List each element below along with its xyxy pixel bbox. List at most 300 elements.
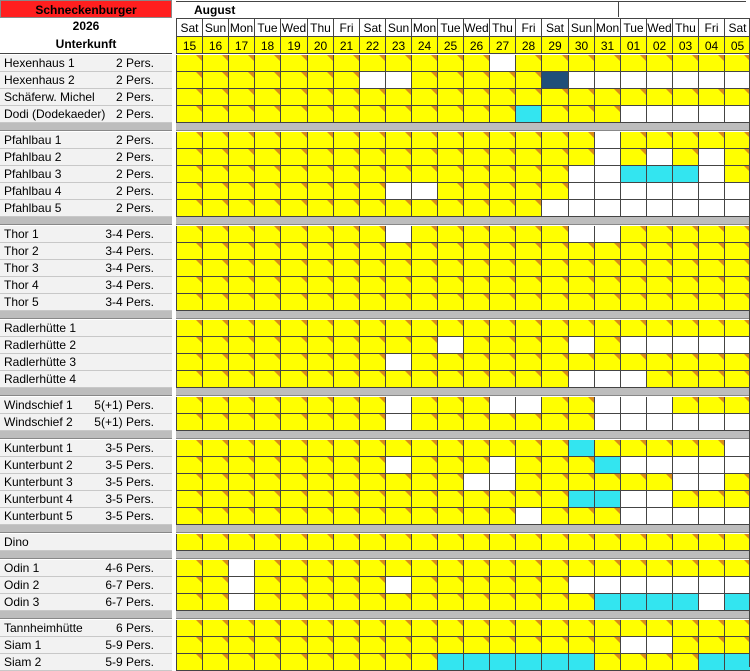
booking-cell-free[interactable] <box>646 397 672 414</box>
booking-cell-occupied[interactable] <box>541 594 568 611</box>
booking-cell-free[interactable] <box>594 132 620 149</box>
accommodation-row-label[interactable] <box>0 440 172 457</box>
accommodation-row-label[interactable] <box>0 414 172 431</box>
booking-cell-free[interactable] <box>672 106 698 123</box>
booking-cell-occupied[interactable] <box>489 72 515 89</box>
booking-cell-free[interactable] <box>672 200 698 217</box>
booking-cell-occupied[interactable] <box>307 337 333 354</box>
booking-cell-occupied[interactable] <box>594 474 620 491</box>
booking-cell-occupied[interactable] <box>646 132 672 149</box>
booking-cell-occupied[interactable] <box>202 654 228 671</box>
booking-cell-occupied[interactable] <box>254 294 280 311</box>
booking-cell-occupied[interactable] <box>568 620 594 637</box>
booking-cell-free[interactable] <box>568 183 594 200</box>
booking-cell-occupied[interactable] <box>541 457 568 474</box>
booking-cell-occupied[interactable] <box>515 260 541 277</box>
booking-cell-occupied[interactable] <box>280 414 307 431</box>
accommodation-row-label[interactable] <box>0 354 172 371</box>
accommodation-row-label[interactable] <box>0 560 172 577</box>
booking-cell-occupied[interactable] <box>202 294 228 311</box>
booking-cell-occupied[interactable] <box>280 354 307 371</box>
booking-cell-occupied[interactable] <box>541 89 568 106</box>
booking-cell-occupied[interactable] <box>176 320 202 337</box>
booking-cell-occupied[interactable] <box>307 620 333 637</box>
booking-cell-occupied[interactable] <box>672 637 698 654</box>
booking-cell-occupied[interactable] <box>646 534 672 551</box>
booking-cell-occupied[interactable] <box>437 277 463 294</box>
booking-cell-occupied[interactable] <box>698 243 724 260</box>
booking-cell-occupied[interactable] <box>254 226 280 243</box>
booking-cell-free[interactable] <box>385 183 411 200</box>
booking-cell-occupied[interactable] <box>724 260 750 277</box>
booking-cell-occupied[interactable] <box>463 294 489 311</box>
booking-cell-occupied[interactable] <box>411 637 437 654</box>
booking-cell-occupied[interactable] <box>411 414 437 431</box>
booking-cell-occupied[interactable] <box>437 354 463 371</box>
booking-cell-free[interactable] <box>463 474 489 491</box>
booking-cell-occupied[interactable] <box>489 440 515 457</box>
booking-cell-occupied[interactable] <box>359 200 385 217</box>
booking-cell-occupied[interactable] <box>541 106 568 123</box>
booking-cell-occupied[interactable] <box>489 149 515 166</box>
booking-cell-arrival[interactable] <box>724 594 750 611</box>
booking-cell-occupied[interactable] <box>307 294 333 311</box>
booking-cell-occupied[interactable] <box>463 149 489 166</box>
accommodation-row-label[interactable] <box>0 166 172 183</box>
booking-cell-occupied[interactable] <box>724 149 750 166</box>
booking-cell-occupied[interactable] <box>307 200 333 217</box>
booking-cell-occupied[interactable] <box>437 294 463 311</box>
booking-cell-occupied[interactable] <box>646 243 672 260</box>
booking-cell-occupied[interactable] <box>437 620 463 637</box>
booking-cell-occupied[interactable] <box>411 371 437 388</box>
booking-cell-free[interactable] <box>385 226 411 243</box>
booking-cell-free[interactable] <box>646 149 672 166</box>
booking-cell-occupied[interactable] <box>176 132 202 149</box>
booking-cell-free[interactable] <box>489 457 515 474</box>
booking-cell-occupied[interactable] <box>385 594 411 611</box>
booking-cell-occupied[interactable] <box>359 620 385 637</box>
booking-cell-occupied[interactable] <box>228 397 254 414</box>
booking-cell-occupied[interactable] <box>541 440 568 457</box>
booking-cell-occupied[interactable] <box>463 200 489 217</box>
booking-cell-free[interactable] <box>228 560 254 577</box>
booking-cell-free[interactable] <box>594 183 620 200</box>
booking-cell-occupied[interactable] <box>541 260 568 277</box>
booking-cell-occupied[interactable] <box>254 397 280 414</box>
booking-cell-occupied[interactable] <box>254 457 280 474</box>
booking-cell-occupied[interactable] <box>568 508 594 525</box>
booking-cell-occupied[interactable] <box>437 89 463 106</box>
booking-cell-occupied[interactable] <box>176 577 202 594</box>
booking-cell-free[interactable] <box>724 508 750 525</box>
booking-cell-occupied[interactable] <box>489 294 515 311</box>
booking-cell-occupied[interactable] <box>437 320 463 337</box>
booking-cell-occupied[interactable] <box>333 637 359 654</box>
booking-cell-occupied[interactable] <box>307 226 333 243</box>
booking-cell-occupied[interactable] <box>541 577 568 594</box>
booking-cell-occupied[interactable] <box>437 149 463 166</box>
booking-cell-free[interactable] <box>594 200 620 217</box>
booking-cell-occupied[interactable] <box>437 594 463 611</box>
booking-cell-occupied[interactable] <box>594 620 620 637</box>
booking-cell-occupied[interactable] <box>307 534 333 551</box>
booking-cell-free[interactable] <box>672 457 698 474</box>
booking-cell-free[interactable] <box>698 106 724 123</box>
booking-cell-occupied[interactable] <box>176 457 202 474</box>
booking-cell-free[interactable] <box>724 457 750 474</box>
booking-cell-occupied[interactable] <box>463 440 489 457</box>
booking-cell-occupied[interactable] <box>724 89 750 106</box>
booking-cell-occupied[interactable] <box>228 294 254 311</box>
booking-cell-occupied[interactable] <box>515 637 541 654</box>
booking-cell-occupied[interactable] <box>411 534 437 551</box>
booking-cell-occupied[interactable] <box>333 577 359 594</box>
booking-cell-occupied[interactable] <box>333 294 359 311</box>
booking-cell-occupied[interactable] <box>489 89 515 106</box>
booking-cell-occupied[interactable] <box>515 200 541 217</box>
booking-cell-occupied[interactable] <box>385 320 411 337</box>
booking-cell-occupied[interactable] <box>594 534 620 551</box>
booking-cell-occupied[interactable] <box>463 132 489 149</box>
booking-cell-occupied[interactable] <box>698 294 724 311</box>
booking-cell-occupied[interactable] <box>594 337 620 354</box>
booking-cell-occupied[interactable] <box>333 560 359 577</box>
booking-cell-occupied[interactable] <box>672 226 698 243</box>
booking-cell-occupied[interactable] <box>228 371 254 388</box>
booking-cell-occupied[interactable] <box>254 577 280 594</box>
booking-cell-occupied[interactable] <box>202 371 228 388</box>
booking-cell-occupied[interactable] <box>724 320 750 337</box>
booking-cell-free[interactable] <box>594 577 620 594</box>
booking-cell-occupied[interactable] <box>176 371 202 388</box>
booking-cell-arrival[interactable] <box>515 654 541 671</box>
booking-cell-arrival[interactable] <box>594 457 620 474</box>
booking-cell-occupied[interactable] <box>463 183 489 200</box>
booking-cell-occupied[interactable] <box>620 534 646 551</box>
booking-cell-free[interactable] <box>385 354 411 371</box>
booking-cell-free[interactable] <box>646 200 672 217</box>
booking-cell-occupied[interactable] <box>463 637 489 654</box>
booking-cell-occupied[interactable] <box>176 337 202 354</box>
booking-cell-occupied[interactable] <box>307 183 333 200</box>
booking-cell-occupied[interactable] <box>280 89 307 106</box>
booking-cell-occupied[interactable] <box>333 457 359 474</box>
booking-cell-occupied[interactable] <box>280 474 307 491</box>
booking-cell-occupied[interactable] <box>620 560 646 577</box>
booking-cell-occupied[interactable] <box>359 457 385 474</box>
booking-cell-free[interactable] <box>698 337 724 354</box>
booking-cell-occupied[interactable] <box>437 166 463 183</box>
booking-cell-free[interactable] <box>646 508 672 525</box>
booking-cell-occupied[interactable] <box>176 534 202 551</box>
booking-cell-occupied[interactable] <box>385 371 411 388</box>
booking-cell-occupied[interactable] <box>359 508 385 525</box>
booking-cell-free[interactable] <box>620 183 646 200</box>
booking-cell-free[interactable] <box>411 183 437 200</box>
accommodation-row-label[interactable] <box>0 397 172 414</box>
booking-cell-free[interactable] <box>646 337 672 354</box>
booking-cell-occupied[interactable] <box>176 620 202 637</box>
booking-cell-occupied[interactable] <box>515 620 541 637</box>
booking-cell-occupied[interactable] <box>307 166 333 183</box>
booking-cell-occupied[interactable] <box>385 55 411 72</box>
booking-cell-occupied[interactable] <box>698 491 724 508</box>
booking-cell-occupied[interactable] <box>541 320 568 337</box>
booking-cell-occupied[interactable] <box>202 132 228 149</box>
booking-cell-occupied[interactable] <box>254 183 280 200</box>
booking-cell-occupied[interactable] <box>359 337 385 354</box>
booking-cell-arrival[interactable] <box>672 166 698 183</box>
booking-cell-occupied[interactable] <box>228 440 254 457</box>
booking-cell-occupied[interactable] <box>280 132 307 149</box>
booking-cell-occupied[interactable] <box>280 620 307 637</box>
booking-cell-occupied[interactable] <box>359 277 385 294</box>
booking-cell-occupied[interactable] <box>489 577 515 594</box>
booking-cell-occupied[interactable] <box>359 440 385 457</box>
booking-cell-occupied[interactable] <box>333 226 359 243</box>
booking-cell-occupied[interactable] <box>489 594 515 611</box>
booking-cell-occupied[interactable] <box>280 166 307 183</box>
booking-cell-occupied[interactable] <box>724 354 750 371</box>
booking-cell-occupied[interactable] <box>333 243 359 260</box>
booking-cell-free[interactable] <box>698 414 724 431</box>
booking-cell-occupied[interactable] <box>359 243 385 260</box>
booking-cell-occupied[interactable] <box>202 414 228 431</box>
booking-cell-occupied[interactable] <box>254 200 280 217</box>
booking-cell-occupied[interactable] <box>280 560 307 577</box>
booking-cell-occupied[interactable] <box>385 243 411 260</box>
booking-cell-occupied[interactable] <box>489 560 515 577</box>
booking-cell-occupied[interactable] <box>411 106 437 123</box>
booking-cell-occupied[interactable] <box>385 277 411 294</box>
booking-cell-occupied[interactable] <box>541 414 568 431</box>
booking-cell-occupied[interactable] <box>463 243 489 260</box>
booking-cell-free[interactable] <box>568 166 594 183</box>
booking-cell-free[interactable] <box>228 594 254 611</box>
booking-cell-occupied[interactable] <box>646 354 672 371</box>
booking-cell-occupied[interactable] <box>724 55 750 72</box>
booking-cell-free[interactable] <box>698 200 724 217</box>
booking-cell-occupied[interactable] <box>489 200 515 217</box>
booking-cell-occupied[interactable] <box>359 560 385 577</box>
booking-cell-free[interactable] <box>620 508 646 525</box>
booking-cell-occupied[interactable] <box>568 294 594 311</box>
booking-cell-occupied[interactable] <box>333 200 359 217</box>
booking-cell-free[interactable] <box>568 337 594 354</box>
booking-cell-free[interactable] <box>594 72 620 89</box>
booking-cell-occupied[interactable] <box>594 508 620 525</box>
booking-cell-occupied[interactable] <box>202 440 228 457</box>
booking-cell-free[interactable] <box>385 397 411 414</box>
booking-cell-occupied[interactable] <box>489 183 515 200</box>
booking-cell-free[interactable] <box>646 414 672 431</box>
booking-cell-occupied[interactable] <box>463 106 489 123</box>
booking-cell-occupied[interactable] <box>672 132 698 149</box>
booking-cell-free[interactable] <box>489 474 515 491</box>
booking-cell-occupied[interactable] <box>228 183 254 200</box>
booking-cell-occupied[interactable] <box>437 226 463 243</box>
booking-cell-occupied[interactable] <box>437 183 463 200</box>
booking-cell-occupied[interactable] <box>594 277 620 294</box>
booking-cell-occupied[interactable] <box>333 474 359 491</box>
booking-cell-occupied[interactable] <box>307 440 333 457</box>
booking-cell-occupied[interactable] <box>515 577 541 594</box>
booking-cell-occupied[interactable] <box>228 474 254 491</box>
booking-cell-occupied[interactable] <box>333 149 359 166</box>
booking-cell-occupied[interactable] <box>228 354 254 371</box>
booking-cell-occupied[interactable] <box>176 200 202 217</box>
booking-cell-occupied[interactable] <box>333 654 359 671</box>
booking-cell-occupied[interactable] <box>307 474 333 491</box>
booking-cell-occupied[interactable] <box>333 508 359 525</box>
booking-cell-free[interactable] <box>489 397 515 414</box>
booking-cell-occupied[interactable] <box>541 294 568 311</box>
booking-cell-occupied[interactable] <box>463 320 489 337</box>
booking-cell-occupied[interactable] <box>594 89 620 106</box>
booking-cell-occupied[interactable] <box>541 620 568 637</box>
booking-cell-occupied[interactable] <box>515 371 541 388</box>
booking-cell-occupied[interactable] <box>385 534 411 551</box>
booking-cell-occupied[interactable] <box>228 166 254 183</box>
booking-cell-free[interactable] <box>620 637 646 654</box>
booking-cell-occupied[interactable] <box>568 89 594 106</box>
booking-cell-occupied[interactable] <box>280 594 307 611</box>
accommodation-row-label[interactable] <box>0 149 172 166</box>
booking-cell-occupied[interactable] <box>176 508 202 525</box>
booking-cell-occupied[interactable] <box>724 277 750 294</box>
booking-cell-occupied[interactable] <box>228 277 254 294</box>
booking-cell-occupied[interactable] <box>307 354 333 371</box>
booking-cell-occupied[interactable] <box>385 491 411 508</box>
booking-cell-occupied[interactable] <box>228 337 254 354</box>
booking-cell-occupied[interactable] <box>489 491 515 508</box>
booking-cell-occupied[interactable] <box>672 320 698 337</box>
booking-cell-occupied[interactable] <box>176 440 202 457</box>
booking-cell-free[interactable] <box>672 414 698 431</box>
booking-cell-occupied[interactable] <box>333 132 359 149</box>
booking-cell-occupied[interactable] <box>724 620 750 637</box>
booking-cell-occupied[interactable] <box>359 491 385 508</box>
booking-cell-free[interactable] <box>568 577 594 594</box>
booking-cell-occupied[interactable] <box>307 243 333 260</box>
booking-cell-occupied[interactable] <box>698 132 724 149</box>
booking-cell-occupied[interactable] <box>307 371 333 388</box>
booking-cell-occupied[interactable] <box>359 226 385 243</box>
booking-cell-occupied[interactable] <box>280 55 307 72</box>
booking-cell-occupied[interactable] <box>254 320 280 337</box>
booking-cell-free[interactable] <box>724 414 750 431</box>
booking-cell-occupied[interactable] <box>568 594 594 611</box>
booking-cell-occupied[interactable] <box>437 72 463 89</box>
booking-cell-occupied[interactable] <box>541 166 568 183</box>
booking-cell-occupied[interactable] <box>437 474 463 491</box>
booking-cell-occupied[interactable] <box>280 654 307 671</box>
booking-cell-occupied[interactable] <box>333 397 359 414</box>
booking-cell-occupied[interactable] <box>594 106 620 123</box>
booking-cell-occupied[interactable] <box>698 560 724 577</box>
booking-cell-occupied[interactable] <box>359 534 385 551</box>
booking-cell-occupied[interactable] <box>333 491 359 508</box>
booking-cell-occupied[interactable] <box>463 371 489 388</box>
booking-cell-occupied[interactable] <box>385 200 411 217</box>
booking-cell-occupied[interactable] <box>254 637 280 654</box>
booking-cell-occupied[interactable] <box>646 294 672 311</box>
booking-cell-occupied[interactable] <box>594 440 620 457</box>
booking-cell-occupied[interactable] <box>359 414 385 431</box>
booking-cell-occupied[interactable] <box>541 560 568 577</box>
booking-cell-occupied[interactable] <box>568 397 594 414</box>
booking-cell-occupied[interactable] <box>333 534 359 551</box>
booking-cell-occupied[interactable] <box>307 594 333 611</box>
booking-cell-occupied[interactable] <box>359 294 385 311</box>
booking-cell-occupied[interactable] <box>228 72 254 89</box>
booking-cell-occupied[interactable] <box>228 654 254 671</box>
booking-cell-occupied[interactable] <box>333 55 359 72</box>
booking-cell-free[interactable] <box>620 106 646 123</box>
booking-cell-occupied[interactable] <box>333 89 359 106</box>
booking-cell-occupied[interactable] <box>541 183 568 200</box>
booking-cell-occupied[interactable] <box>228 149 254 166</box>
booking-cell-free[interactable] <box>672 72 698 89</box>
booking-cell-occupied[interactable] <box>202 457 228 474</box>
booking-cell-occupied[interactable] <box>385 337 411 354</box>
booking-cell-occupied[interactable] <box>541 534 568 551</box>
booking-cell-occupied[interactable] <box>541 637 568 654</box>
booking-cell-free[interactable] <box>620 337 646 354</box>
accommodation-row-label[interactable] <box>0 294 172 311</box>
booking-cell-occupied[interactable] <box>437 457 463 474</box>
booking-cell-free[interactable] <box>646 72 672 89</box>
booking-cell-occupied[interactable] <box>672 354 698 371</box>
booking-cell-free[interactable] <box>724 337 750 354</box>
booking-cell-occupied[interactable] <box>541 337 568 354</box>
booking-cell-occupied[interactable] <box>307 320 333 337</box>
booking-cell-occupied[interactable] <box>724 397 750 414</box>
booking-cell-occupied[interactable] <box>176 277 202 294</box>
booking-cell-occupied[interactable] <box>254 337 280 354</box>
booking-cell-occupied[interactable] <box>411 508 437 525</box>
booking-cell-occupied[interactable] <box>515 354 541 371</box>
booking-cell-occupied[interactable] <box>280 637 307 654</box>
booking-cell-occupied[interactable] <box>620 132 646 149</box>
booking-cell-occupied[interactable] <box>411 277 437 294</box>
booking-cell-occupied[interactable] <box>698 534 724 551</box>
booking-cell-occupied[interactable] <box>672 243 698 260</box>
booking-cell-occupied[interactable] <box>463 337 489 354</box>
booking-cell-occupied[interactable] <box>228 55 254 72</box>
booking-cell-free[interactable] <box>541 200 568 217</box>
booking-cell-occupied[interactable] <box>594 55 620 72</box>
accommodation-row-label[interactable] <box>0 508 172 525</box>
booking-cell-occupied[interactable] <box>280 491 307 508</box>
booking-cell-occupied[interactable] <box>568 277 594 294</box>
booking-cell-occupied[interactable] <box>254 132 280 149</box>
booking-cell-free[interactable] <box>594 397 620 414</box>
accommodation-row-label[interactable] <box>0 320 172 337</box>
booking-cell-occupied[interactable] <box>411 457 437 474</box>
booking-cell-occupied[interactable] <box>724 371 750 388</box>
booking-cell-occupied[interactable] <box>307 560 333 577</box>
accommodation-row-label[interactable] <box>0 620 172 637</box>
booking-cell-occupied[interactable] <box>228 534 254 551</box>
booking-cell-arrival[interactable] <box>541 654 568 671</box>
booking-cell-occupied[interactable] <box>385 89 411 106</box>
booking-cell-occupied[interactable] <box>437 491 463 508</box>
booking-cell-occupied[interactable] <box>437 508 463 525</box>
booking-cell-occupied[interactable] <box>594 560 620 577</box>
booking-cell-occupied[interactable] <box>463 577 489 594</box>
